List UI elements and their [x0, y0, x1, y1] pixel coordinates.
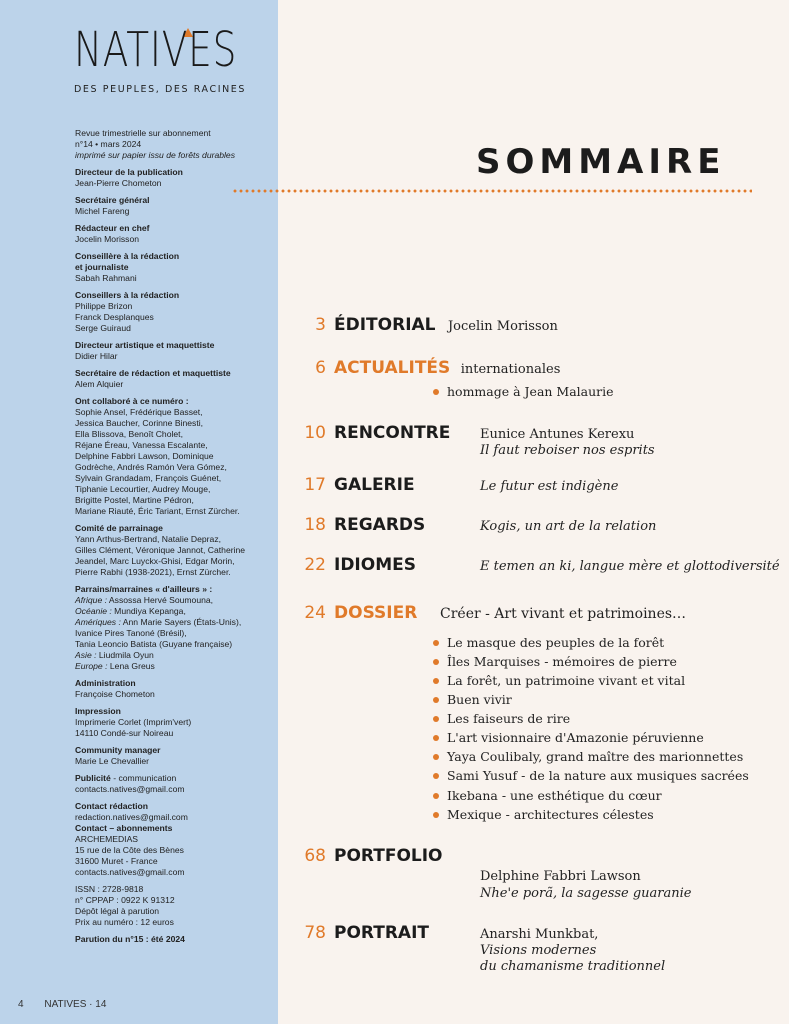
- masthead-sidebar: [0, 0, 278, 1024]
- toc-section: RENCONTRE: [334, 423, 451, 443]
- dossier-item-label: Le masque des peuples de la forêt: [447, 635, 665, 650]
- toc-section: GALERIE: [334, 475, 415, 495]
- page-number: 4: [18, 999, 24, 1010]
- dossier-item-label: Mexique - architectures célestes: [447, 807, 654, 822]
- toc-desc: internationales: [460, 362, 561, 377]
- sponsor-line: Gilles Clément, Véronique Jannot, Catherine: [75, 545, 246, 555]
- credit-name: 14110 Condé-sur Noireau: [75, 728, 174, 738]
- credit-name: Marie Le Chevallier: [75, 756, 150, 766]
- toc-page: 68: [304, 846, 326, 866]
- toc-entry-idiomes[interactable]: [300, 555, 416, 575]
- credit-head: et journaliste: [75, 262, 129, 272]
- credit-head: Administration: [75, 678, 136, 688]
- masthead-credits: [75, 128, 275, 951]
- pub-rest: - communication: [110, 773, 177, 783]
- credit-name: Didier Hilar: [75, 351, 118, 361]
- contact-line: 31600 Muret - France: [75, 856, 158, 866]
- parrain-line: [75, 617, 275, 628]
- credit-name: Franck Desplanques: [75, 312, 154, 322]
- credit-head: Secrétaire général: [75, 195, 150, 205]
- contributor-line: Jessica Baucher, Corinne Binesti,: [75, 418, 204, 428]
- credit-block: [75, 678, 275, 700]
- toc-desc: Delphine Fabbri Lawson: [480, 869, 641, 884]
- dossier-item[interactable]: [433, 672, 685, 690]
- intro-line: n°14 • mars 2024: [75, 139, 142, 149]
- bullet-icon: [433, 793, 439, 799]
- pub-line: [75, 773, 275, 784]
- contact-line: 15 rue de la Côte des Bènes: [75, 845, 184, 855]
- toc-page: 78: [304, 923, 326, 943]
- toc-section: PORTRAIT: [334, 923, 430, 943]
- legal-block: [75, 884, 275, 928]
- toc-section: ÉDITORIAL: [334, 315, 436, 335]
- toc-desc: Kogis, un art de la relation: [480, 519, 657, 534]
- toc-desc: Il faut reboiser nos esprits: [480, 443, 655, 458]
- sponsor-line: Yann Arthus-Bertrand, Natalie Depraz,: [75, 534, 222, 544]
- region-label: Asie :: [75, 650, 97, 660]
- dossier-item[interactable]: [433, 634, 664, 652]
- contributor-line: Godrèche, Andrés Ramón Vera Gómez,: [75, 462, 227, 472]
- credit-name: Alem Alquier: [75, 379, 124, 389]
- dossier-item-label: La forêt, un patrimoine vivant et vital: [447, 673, 686, 688]
- credit-head: Directeur artistique et maquettiste: [75, 340, 215, 350]
- toc-page: 3: [315, 315, 326, 335]
- dossier-item-label: Ikebana - une esthétique du cœur: [447, 788, 662, 803]
- credit-block: [75, 290, 275, 334]
- sponsor-line: Jeandel, Marc Luyckx-Ghisi, Edgar Morin,: [75, 556, 235, 566]
- toc-entry-portfolio[interactable]: [300, 846, 443, 866]
- parrain-line: [75, 595, 275, 606]
- credit-head: Publicité: [75, 773, 111, 783]
- toc-entry-regards[interactable]: [300, 515, 425, 535]
- toc-section: ACTUALITÉS: [334, 358, 451, 378]
- bullet-icon: [433, 640, 439, 646]
- credit-head: Impression: [75, 706, 121, 716]
- region-label: Océanie :: [75, 606, 112, 616]
- credit-name: Imprimerie Corlet (Imprim'vert): [75, 717, 192, 727]
- dossier-item-label: Yaya Coulibaly, grand maître des marionnettes: [447, 749, 744, 764]
- dossier-item[interactable]: [433, 748, 743, 766]
- credit-block: [75, 223, 275, 245]
- toc-section: IDIOMES: [334, 555, 416, 575]
- contributor-line: Ella Blissova, Benoît Cholet,: [75, 429, 183, 439]
- parrain-names: Lena Greus: [107, 661, 155, 671]
- region-label: Amériques :: [75, 617, 121, 627]
- toc-desc: Anarshi Munkbat,: [480, 927, 599, 942]
- toc-desc: Nhe'e porã, la sagesse guaranie: [480, 886, 692, 901]
- parrain-names: Ann Marie Sayers (États-Unis),: [120, 617, 242, 627]
- region-label: Europe :: [75, 661, 108, 671]
- toc-entry-portrait[interactable]: [300, 923, 429, 943]
- logo-tagline: DES PEUPLES, DES RACINES: [74, 84, 247, 95]
- dossier-item[interactable]: [433, 787, 662, 805]
- contributor-line: Delphine Fabbri Lawson, Dominique: [75, 451, 214, 461]
- contributor-line: Brigitte Postel, Martine Pédron,: [75, 495, 194, 505]
- intro-line: Revue trimestrielle sur abonnement: [75, 128, 211, 138]
- toc-desc: Créer - Art vivant et patrimoines…: [440, 606, 687, 622]
- toc-desc: Le futur est indigène: [480, 479, 619, 494]
- sponsor-line: Pierre Rabhi (1938-2021), Ernst Zürcher.: [75, 567, 231, 577]
- bullet-icon: [433, 812, 439, 818]
- dossier-item-label: Les faiseurs de rire: [447, 711, 571, 726]
- dossier-item[interactable]: [433, 806, 654, 824]
- toc-subitem[interactable]: [433, 383, 614, 401]
- bullet-icon: [433, 678, 439, 684]
- toc-entry-rencontre[interactable]: [300, 423, 450, 443]
- parrain-names: Assossa Hervé Soumouna,: [107, 595, 214, 605]
- credit-head: Directeur de la publication: [75, 167, 183, 177]
- toc-page: 18: [304, 515, 326, 535]
- contact-email[interactable]: redaction.natives@gmail.com: [75, 812, 188, 822]
- credit-name: Serge Guiraud: [75, 323, 131, 333]
- parrain-line: [75, 650, 275, 661]
- toc-page: 6: [315, 358, 326, 378]
- footer-label: NATIVES · 14: [44, 999, 107, 1010]
- credit-name: Françoise Chometon: [75, 689, 155, 699]
- toc-entry-actualites[interactable]: [300, 358, 560, 378]
- toc-entry-galerie[interactable]: [300, 475, 415, 495]
- toc-page: 22: [304, 555, 326, 575]
- legal-line: ISSN : 2728-9818: [75, 884, 144, 894]
- bullet-icon: [433, 754, 439, 760]
- page-title: SOMMAIRE: [476, 142, 726, 182]
- toc-entry-dossier[interactable]: [300, 603, 417, 623]
- credit-head: Rédacteur en chef: [75, 223, 150, 233]
- credit-block: [75, 745, 275, 767]
- bullet-icon: [433, 697, 439, 703]
- credit-head: Ont collaboré à ce numéro :: [75, 396, 189, 406]
- natives-logo: [74, 22, 247, 95]
- bullet-icon: [433, 389, 439, 395]
- toc-page: 24: [304, 603, 326, 623]
- dossier-item-label: Sami Yusuf - de la nature aux musiques sacrées: [447, 768, 749, 783]
- contact-block: [75, 801, 275, 878]
- toc-section: REGARDS: [334, 515, 426, 535]
- credit-name: Jean-Pierre Chometon: [75, 178, 162, 188]
- toc-section: DOSSIER: [334, 603, 418, 623]
- legal-line: Dépôt légal à parution: [75, 906, 160, 916]
- next-issue: Parution du n°15 : été 2024: [75, 934, 185, 944]
- dotted-divider: [232, 189, 752, 193]
- credit-head: Contact rédaction: [75, 801, 149, 811]
- dossier-item-label: Buen vivir: [447, 692, 512, 707]
- credit-name: Philippe Brizon: [75, 301, 133, 311]
- credit-name: Michel Fareng: [75, 206, 130, 216]
- credit-head: Conseillère à la rédaction: [75, 251, 180, 261]
- intro-paper: imprimé sur papier issu de forêts durables: [75, 150, 236, 160]
- pub-email[interactable]: contacts.natives@gmail.com: [75, 784, 185, 794]
- contributor-line: Sylvain Grandadam, François Guénet,: [75, 473, 222, 483]
- page-footer: [18, 999, 106, 1010]
- bullet-icon: [433, 716, 439, 722]
- parrains-block: [75, 584, 275, 672]
- bullet-icon: [433, 773, 439, 779]
- toc-subitem-label: hommage à Jean Malaurie: [447, 384, 614, 399]
- toc-page: 17: [304, 475, 326, 495]
- credit-head: Comité de parrainage: [75, 523, 163, 533]
- contributor-line: Tiphanie Lecourtier, Audrey Mouge,: [75, 484, 211, 494]
- dossier-item[interactable]: [433, 691, 512, 709]
- legal-line: Prix au numéro : 12 euros: [75, 917, 174, 927]
- credit-head: Contact – abonnements: [75, 823, 173, 833]
- credit-block: [75, 368, 275, 390]
- parrain-line: Tania Leoncio Batista (Guyane française): [75, 639, 233, 649]
- credit-head: Secrétaire de rédaction et maquettiste: [75, 368, 231, 378]
- bullet-icon: [433, 659, 439, 665]
- toc-desc: Jocelin Morisson: [447, 319, 558, 334]
- toc-desc: E temen an ki, langue mère et glottodiversité: [480, 559, 780, 574]
- credit-head: Conseillers à la rédaction: [75, 290, 180, 300]
- parution-block: [75, 934, 275, 945]
- dossier-item[interactable]: [433, 729, 704, 747]
- credit-block: [75, 773, 275, 795]
- sponsors-block: [75, 523, 275, 578]
- contributor-line: Réjane Éreau, Vanessa Escalante,: [75, 440, 208, 450]
- toc-page: 10: [304, 423, 326, 443]
- legal-line: n° CPPAP : 0922 K 91312: [75, 895, 175, 905]
- contributor-line: Sophie Ansel, Frédérique Basset,: [75, 407, 203, 417]
- dossier-item-label: L'art visionnaire d'Amazonie péruvienne: [447, 730, 704, 745]
- parrain-line: Ivanice Pires Tanoné (Brésil),: [75, 628, 187, 638]
- dossier-item[interactable]: [433, 767, 749, 785]
- logo-word: NATIVES: [74, 22, 238, 78]
- toc-section: PORTFOLIO: [334, 846, 443, 866]
- credit-block: [75, 340, 275, 362]
- toc-desc: Eunice Antunes Kerexu: [480, 427, 635, 442]
- dossier-item[interactable]: [433, 653, 677, 671]
- credit-head: Parrains/marraines « d'ailleurs » :: [75, 584, 213, 594]
- credit-name: Sabah Rahmani: [75, 273, 137, 283]
- credit-head: Community manager: [75, 745, 161, 755]
- bullet-icon: [433, 735, 439, 741]
- toc-desc: du chamanisme traditionnel: [480, 959, 666, 974]
- credit-block: [75, 167, 275, 189]
- credit-name: Jocelin Morisson: [75, 234, 139, 244]
- contributor-line: Mariane Riauté, Éric Tariant, Ernst Zürcher.: [75, 506, 240, 516]
- parrain-names: Liudmila Oyun: [96, 650, 154, 660]
- contributors-block: [75, 396, 275, 517]
- credit-block: [75, 251, 275, 284]
- parrain-line: [75, 606, 275, 617]
- toc-entry-editorial[interactable]: [300, 315, 558, 335]
- credit-block: [75, 195, 275, 217]
- dossier-item[interactable]: [433, 710, 570, 728]
- region-label: Afrique :: [75, 595, 108, 605]
- parrain-line: [75, 661, 275, 672]
- contact-email[interactable]: contacts.natives@gmail.com: [75, 867, 185, 877]
- toc-desc: Visions modernes: [480, 943, 597, 958]
- dossier-item-label: Îles Marquises - mémoires de pierre: [447, 654, 677, 669]
- credit-block: [75, 706, 275, 739]
- parrain-names: Mundiya Kepanga,: [111, 606, 186, 616]
- contact-line: ARCHEMEDIAS: [75, 834, 139, 844]
